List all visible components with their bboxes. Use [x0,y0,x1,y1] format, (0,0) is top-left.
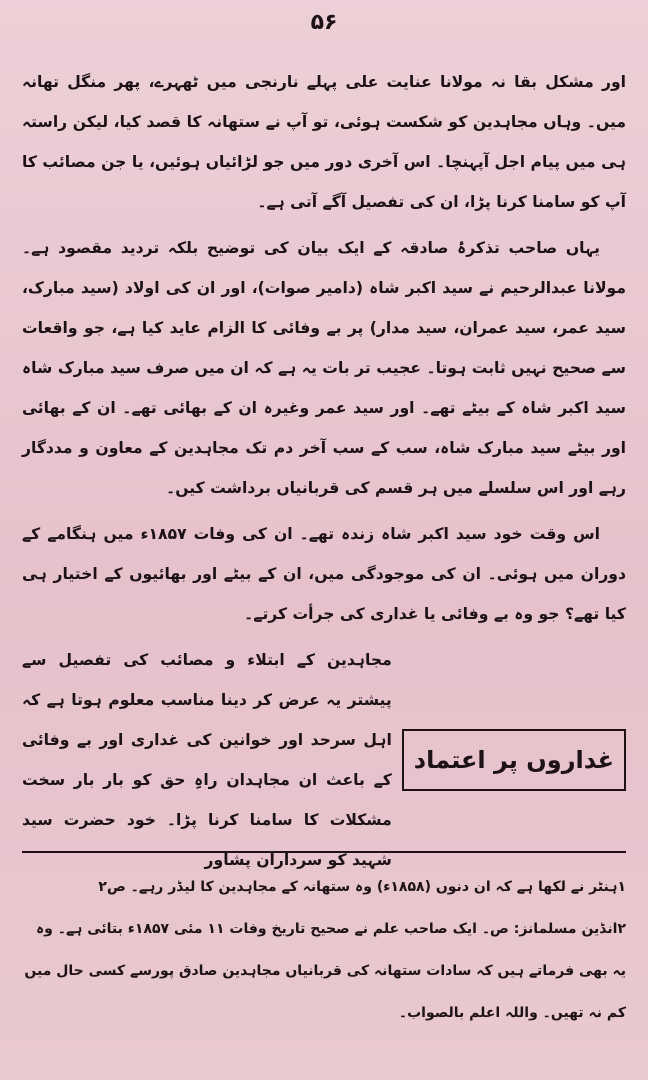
paragraph: یہاں صاحب تذکرۂ صادقہ کے ایک بیان کی توضیح بلکہ تردید مقصود ہے۔ مولانا عبدالرحیم نے سید اکبر شاہ (دامیر صوات)، اور ان کی اولاد (سید مبارک، سید عمر، سید عمران، سید مدار) پر بے وفائی کا الزام عاید کیا ہے، جو واقعات سے صحیح نہیں ثابت ہوتا۔ عجیب تر بات یہ ہے کہ ان میں صرف سید مبارک شاہ سید اکبر شاہ کے بیٹے تھے۔ اور سید عمر وغیرہ ان کے بھائی تھے۔ ان کے بھائی اور بیٹے سید مبارک شاہ، سب کے سب آخر دم تک مجاہدین کے معاون و مددگار رہے اور اس سلسلے میں ہر قسم کی قربانیاں برداشت کیں۔ [22,239,626,497]
page-number: ۵۶ [310,10,338,35]
section-with-side-heading [22,640,626,880]
paragraph: اور مشکل بقا نہ مولانا عنایت علی پہلے نارنجی میں ٹھہرے، پھر منگل تھانہ میں۔ وہاں مجاہدین کو شکست ہوئی، تو آپ نے ستھانہ کا قصد کیا، لیکن راستہ ہی میں پیام اجل آپہنچا۔ اس آخری دور میں جو لڑائیاں ہوئیں، یا جن مصائب کا آپ کو سامنا کرنا پڑا، ان کی تفصیل آگے آتی ہے۔ [22,73,626,211]
footnote: ۱ہنٹر نے لکھا ہے کہ ان دنوں (۱۸۵۸ء) وہ ستھانہ کے مجاہدین کا لیڈر رہے۔ ص۲ [98,879,626,895]
body-text [22,62,626,880]
footnote: ۲انڈین مسلمانز: ص۔ ایک صاحب علم نے صحیح تاریخ وفات ۱۱ مئی ۱۸۵۷ء بتائی ہے۔ وہ یہ بھی فرماتے ہیں کہ سادات ستھانہ کی قربانیاں مجاہدین صادق پورسے کسی حال میں کم نہ تھیں۔ واللہ اعلم بالصواب۔ [24,921,626,1021]
footnotes [22,866,626,1034]
paragraph: اس وقت خود سید اکبر شاہ زندہ تھے۔ ان کی وفات ۱۸۵۷ء میں ہنگامے کے دوران میں ہوئی۔ ان کی موجودگی میں، ان کے بیٹے اور بھائیوں کے اختیار ہی کیا تھے؟ جو وہ بے وفائی یا غداری کی جرأت کرتے۔ [22,525,626,623]
side-heading: غداروں پر اعتماد [402,729,626,791]
section-paragraph: مجاہدین کے ابتلاء و مصائب کی تفصیل سے پیشتر یہ عرض کر دینا مناسب معلوم ہوتا ہے کہ اہل سرحد اور خوانین کی غداری اور بے وفائی کے باعث ان مجاہدان راہِ حق کو بار بار سخت مشکلات کا سامنا کرنا پڑا۔ خود حضرت سید شہید کو سرداران پشاور [22,651,392,869]
footnote-divider [22,851,626,853]
